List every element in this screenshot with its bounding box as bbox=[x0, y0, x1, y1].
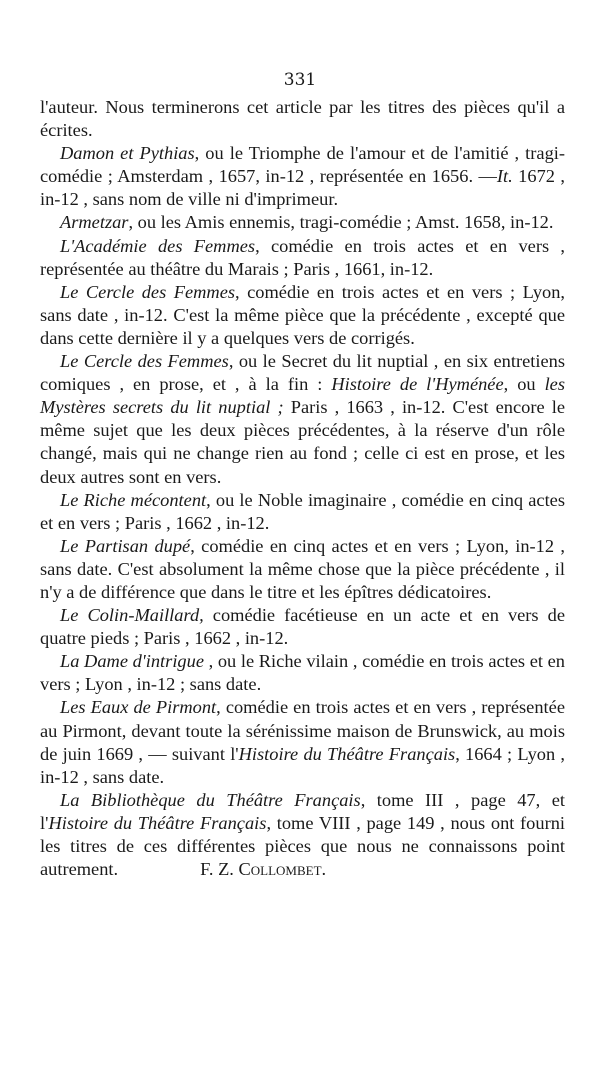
entry-title: Les Eaux de Pirmont bbox=[60, 697, 217, 718]
entry-damon-et-pythias: Damon et Pythias, ou le Triomphe de l'amour et de l'amitié , tragi-comédie ; Amsterdam , 1657, in-12 , représentée en 1656. —It. 1672 , in-12 , sans nom de ville ni d'imprimeur. bbox=[40, 143, 566, 210]
entry-partisan-dupe: Le Partisan dupé, comédie en cinq actes et en vers ; Lyon, in-12 , sans date. C'est absolument la même chose que la pièce précédente , il n'y a de différence que dans le titre et les épîtres dédicatoires. bbox=[40, 535, 565, 602]
entry-title: Le Colin-Maillard, bbox=[60, 605, 204, 626]
entry-title: L'Académie des Femmes bbox=[60, 235, 256, 256]
entry-title: Le Riche mécontent bbox=[60, 489, 207, 510]
entry-riche-mecontent: Le Riche mécontent, ou le Noble imaginaire , comédie en cinq actes et en vers ; Paris , 1662 , in-12. bbox=[40, 489, 565, 533]
intro-paragraph: l'auteur. Nous terminerons cet article par les titres des pièces qu'il a écrites. bbox=[40, 97, 565, 141]
entry-colin-maillard: Le Colin-Maillard, comédie facétieuse en un acte et en vers de quatre pieds ; Paris , 1662 , in-12. bbox=[40, 605, 565, 649]
entry-dame-d-intrigue: La Dame d'intrigue , ou le Riche vilain , comédie en trois actes et en vers ; Lyon , in-12 ; sans date. bbox=[40, 651, 565, 695]
entry-academie-des-femmes: L'Académie des Femmes, comédie en trois actes et en vers , représentée au théâtre du Marais ; Paris , 1661, in-12. bbox=[40, 235, 565, 279]
entry-title: Le Cercle des Femmes bbox=[60, 281, 236, 302]
entry-title: La Bibliothèque du Théâtre Français bbox=[60, 789, 361, 810]
entry-title: Le Partisan dupé bbox=[60, 535, 191, 556]
entry-title: Le Cercle des Femmes bbox=[60, 351, 229, 372]
entry-title: La Dame d'intrigue bbox=[60, 651, 204, 672]
author-signature: F. Z. Collombet. bbox=[200, 859, 327, 880]
entry-armetzar: Armetzar, ou les Amis ennemis, tragi-comédie ; Amst. 1658, in-12. bbox=[60, 212, 554, 233]
entry-cercle-des-femmes-2: Le Cercle des Femmes, ou le Secret du lit nuptial , en six entretiens comiques , en prose, et , à la fin : Histoire de l'Hyménée, ou les Mystères secrets du lit nuptial ; Paris , 1663 , in-12. C'est encore le même sujet que les deux pièces précédentes, à la réserve d'un rôle changé, mais qui ne change rien au fond ; celle ci est en prose, et les deux autres sont en vers. bbox=[40, 351, 565, 487]
closing-paragraph: La Bibliothèque du Théâtre Français, tome III , page 47, et l'Histoire du Théâtre Français, tome VIII , page 149 , nous ont fourni les titres de ces différentes pièces que nous ne connaissons point autrement. F. Z. Collombet. bbox=[40, 789, 565, 881]
entry-cercle-des-femmes-1: Le Cercle des Femmes, comédie en trois actes et en vers ; Lyon, sans date , in-12. C'est la même pièce que la précédente , excepté que dans cette dernière il y a quelques vers de corrigés. bbox=[40, 281, 565, 348]
entry-eaux-de-pirmont: Les Eaux de Pirmont, comédie en trois actes et en vers , représentée au Pirmont, devant toute la sérénissime maison de Brunswick, au mois de juin 1669 , — suivant l'Histoire du Théâtre Français, 1664 ; Lyon , in-12 , sans date. bbox=[40, 697, 565, 787]
page-number: 331 bbox=[283, 70, 317, 90]
entry-title: Damon et Pythias bbox=[60, 143, 195, 164]
entry-title: Armetzar bbox=[60, 212, 129, 233]
page-text bbox=[40, 96, 565, 881]
